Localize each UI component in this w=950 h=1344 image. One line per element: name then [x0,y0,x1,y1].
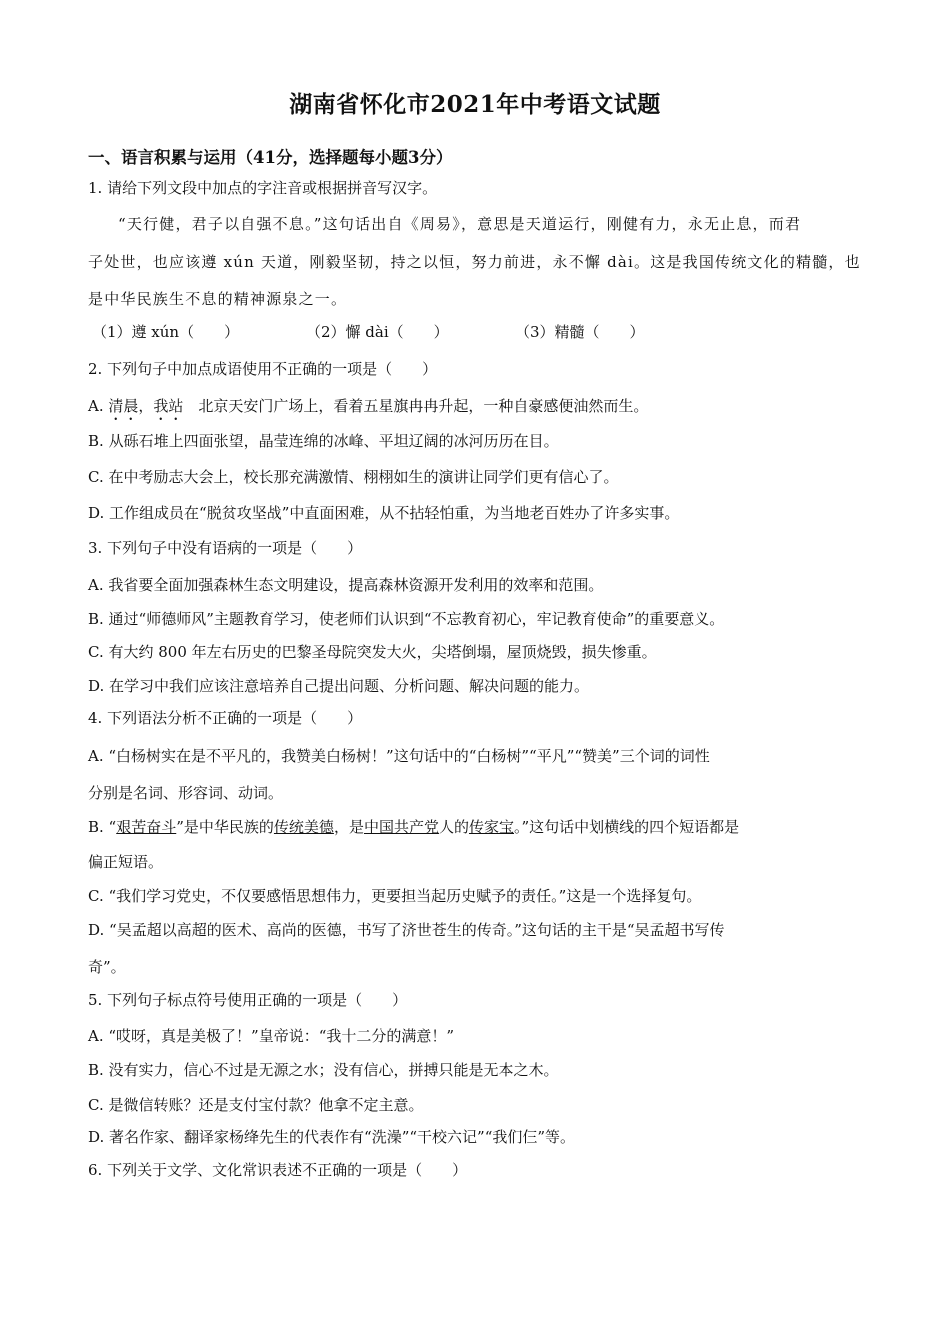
question-3-option-c: C. 有大约 800 年左右历史的巴黎圣母院突发大火，尖塔倒塌，屋顶烧毁，损失惨重。 [88,643,657,661]
option-b-part: B. “ [88,818,117,836]
question-3-option-d: D. 在学习中我们应该注意培养自己提出问题、分析问题、解决问题的能力。 [88,677,590,695]
question-4-option-c: C. “我们学习党史，不仅要感悟思想伟力，更要担当起历史赋予的责任。”这是一个选择复句。 [88,887,702,905]
question-2-option-c [88,467,619,487]
question-4-option-b-line-1 [88,817,739,837]
question-3-option-a: A. 我省要全面加强森林生态文明建设，提高森林资源开发利用的效率和范围。 [88,576,604,594]
option-a-label: A. [88,397,109,415]
question-1-answer-3: （3）精髓（ ） [515,323,645,341]
question-5-option-d: D. 著名作家、翻译家杨绛先生的代表作有“洗澡”“干校六记”“我们仨”等。 [88,1128,576,1146]
option-b-text: 从砾石堆上四面张望，晶莹连绵的冰峰、平坦辽阔的冰河历历在目。 [108,432,559,450]
question-4-option-d-line-1: D. “吴孟超以高超的医术、高尚的医德，书写了济世苍生的传奇。”这句话的主干是“吴孟超书写传 [88,921,725,939]
question-1-passage-line-3: 是中华民族生不息的精神源泉之一。 [88,290,348,308]
underlined-phrase-4: 传家宝 [468,818,514,836]
question-5-option-b: B. 没有实力，信心不过是无源之水；没有信心，拼搏只能是无本之木。 [88,1061,559,1079]
question-5-stem: 5. 下列句子标点符号使用正确的一项是（ ） [88,991,408,1009]
question-2-option-a [88,396,648,424]
section-heading: 一、语言积累与运用（41分，选择题每小题3分） [88,148,453,167]
question-2-stem: 2. 下列句子中加点成语使用不正确的一项是（ ） [88,360,438,378]
question-1-answer-1: （1）遵 xún（ ） [92,323,240,341]
option-d-label: D. [88,504,110,522]
question-1-passage-line-2: 子处世，也应该遵 xún 天道，刚毅坚韧，持之以恒，努力前进，永不懈 dài。这是我国传统文化的精髓，也 [88,253,861,271]
option-b-label: B. [88,432,109,450]
underlined-phrase-3: 中国共产党 [363,818,439,836]
question-2-option-d [88,503,679,523]
question-4-option-a-line-1: A. “白杨树实在是不平凡的，我赞美白杨树！”这句话中的“白杨树”“平凡”“赞美”三个词的词性 [88,747,710,765]
question-3-option-b: B. 通过“师德师风”主题教育学习，使老师们认识到“不忘教育初心，牢记教育使命”的重要意义。 [88,610,725,628]
question-1-stem: 1. 请给下列文段中加点的字注音或根据拼音写汉字。 [88,179,438,197]
option-b-part: 。”这句话中划横线的四个短语都是 [514,818,740,836]
question-4-option-a-line-2: 分别是名词、形容词、动词。 [88,784,284,802]
question-4-option-d-line-2: 奇”。 [88,958,126,976]
underlined-phrase-2: 传统美德 [273,818,334,836]
option-b-part: 人的 [438,818,469,836]
question-3-stem: 3. 下列句子中没有语病的一项是（ ） [88,539,363,557]
question-2-option-b [88,431,559,451]
option-d-text: 工作组成员在“脱贫攻坚战”中直面困难，从不拈轻怕重，为当地老百姓办了许多实事。 [109,504,680,522]
underlined-phrase-1: 艰苦奋斗 [116,818,177,836]
question-5-option-a: A. “哎呀，真是美极了！”皇帝说：“我十二分的满意！” [88,1027,455,1045]
question-6-stem: 6. 下列关于文学、文化常识表述不正确的一项是（ ） [88,1161,468,1179]
question-1-answer-2: （2）懈 dài（ ） [306,323,449,341]
question-5-option-c: C. 是微信转账？还是支付宝付款？他拿不定主意。 [88,1096,424,1114]
question-4-option-b-line-2: 偏正短语。 [88,853,164,871]
option-c-label: C. [88,468,109,486]
exam-title: 湖南省怀化市2021年中考语文试题 [289,91,661,118]
option-a-emphasis: 清晨，我站 [108,397,184,415]
option-b-part: ，是 [333,818,364,836]
question-1-passage-line-1: “天行健，君子以自强不息。”这句话出自《周易》，意思是天道运行，刚健有力，永无止息，而君 [118,215,802,233]
option-c-text: 在中考励志大会上，校长那充满激情、栩栩如生的演讲让同学们更有信心了。 [108,468,619,486]
question-4-stem: 4. 下列语法分析不正确的一项是（ ） [88,709,363,727]
option-a-rest: 北京天安门广场上，看着五星旗冉冉升起，一种自豪感便油然而生。 [183,397,649,415]
option-b-part: ”是中华民族的 [176,818,274,836]
